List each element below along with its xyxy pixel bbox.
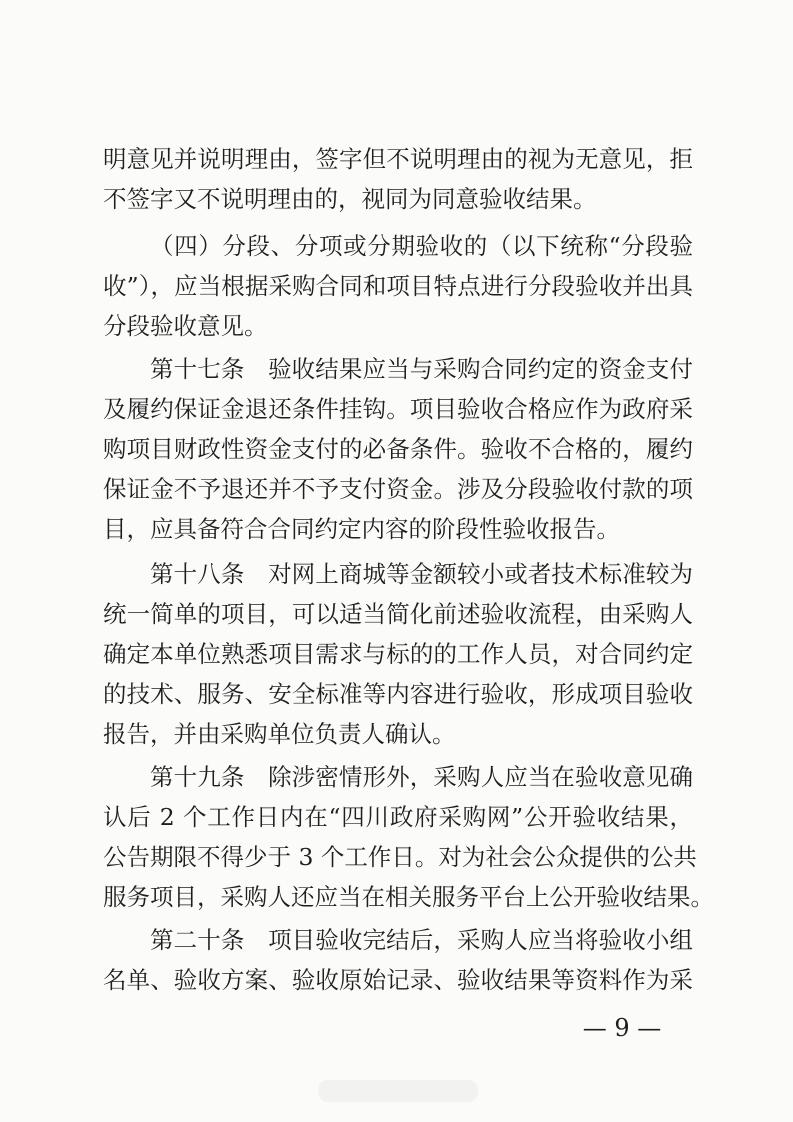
text-line-1: 明意见并说明理由，签字但不说明理由的视为无意见，拒: [103, 145, 693, 173]
article-17-line-5: 目，应具备符合合同约定内容的阶段性验收报告。: [103, 515, 620, 543]
article-18-line-3: 确定本单位熟悉项目需求与标的的工作人员，对合同约定: [103, 640, 693, 668]
article-18-line-5: 报告，并由采购单位负责人确认。: [103, 720, 456, 748]
article-17-line-2: 及履约保证金退还条件挂钩。项目验收合格应作为政府采: [103, 395, 693, 423]
article-20-line-2: 名单、验收方案、验收原始记录、验收结果等资料作为采: [103, 966, 693, 994]
text-line-2: 不签字又不说明理由的，视同为同意验收结果。: [103, 185, 597, 213]
article-18-line-2: 统一简单的项目，可以适当简化前述验收流程，由采购人: [103, 600, 693, 628]
article-17-line-3: 购项目财政性资金支付的必备条件。验收不合格的，履约: [103, 435, 693, 463]
article-19-line-4: 服务项目，采购人还应当在相关服务平台上公开验收结果。: [103, 883, 714, 911]
article-18-line-4: 的技术、服务、安全标准等内容进行验收，形成项目验收: [103, 680, 693, 708]
scan-artifact: [318, 1080, 478, 1102]
article-19-line-1: 第十九条 除涉密情形外，采购人应当在验收意见确: [150, 763, 693, 791]
text-line-4: 收”），应当根据采购合同和项目特点进行分段验收并出具: [103, 272, 693, 300]
article-18-line-1: 第十八条 对网上商城等金额较小或者技术标准较为: [150, 560, 693, 588]
page-number: — 9 —: [582, 1014, 662, 1042]
article-17-line-4: 保证金不予退还并不予支付资金。涉及分段验收付款的项: [103, 475, 693, 503]
text-line-3: （四）分段、分项或分期验收的（以下统称“分段验: [150, 232, 693, 260]
article-17-line-1: 第十七条 验收结果应当与采购合同约定的资金支付: [150, 355, 693, 383]
article-19-line-2: 认后 2 个工作日内在“四川政府采购网”公开验收结果，: [103, 803, 693, 831]
text-line-5: 分段验收意见。: [103, 312, 268, 340]
article-19-line-3: 公告期限不得少于 3 个工作日。对为社会公众提供的公共: [103, 843, 697, 871]
article-20-line-1: 第二十条 项目验收完结后，采购人应当将验收小组: [150, 926, 693, 954]
